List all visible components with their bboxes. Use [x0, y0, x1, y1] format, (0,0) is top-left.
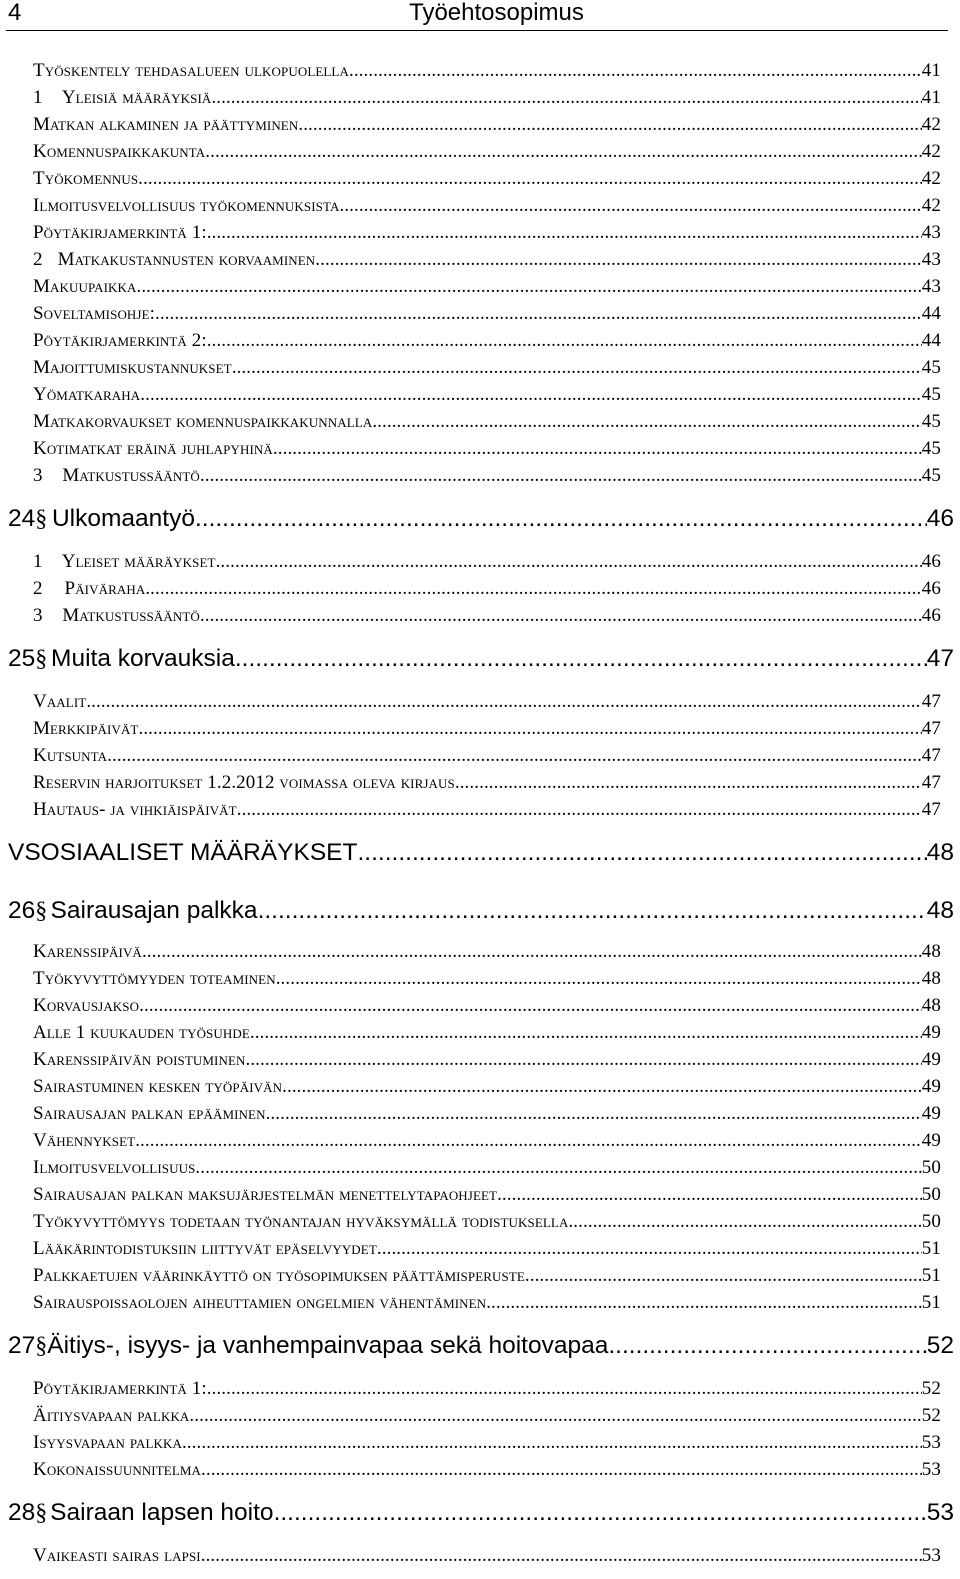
toc-page-number: 50	[921, 1184, 941, 1205]
toc-entry-label: Sairausajan palkan epääminen	[33, 1103, 266, 1124]
toc-subentry[interactable]	[33, 87, 941, 114]
toc-entry-label: Palkkaetujen väärinkäyttö on työsopimuksen päättämisperuste	[33, 1265, 525, 1286]
toc-page-number: 42	[921, 141, 941, 162]
toc-page-number: 49	[921, 1076, 941, 1097]
toc-page-number: 48	[921, 941, 941, 962]
dot-leader	[138, 718, 921, 740]
toc-subentry[interactable]	[33, 195, 941, 222]
toc-entry-label: Kotimatkat eräinä juhlapyhinä	[33, 438, 273, 459]
toc-subentry[interactable]	[33, 772, 941, 799]
toc-page-number: 43	[921, 249, 941, 270]
toc-entry-label: Lääkärintodistuksiin liittyvät epäselvyydet	[33, 1238, 377, 1259]
toc-section-number: 28	[8, 1499, 36, 1526]
toc-subentry[interactable]	[33, 745, 941, 772]
toc-page-number: 48	[926, 839, 954, 866]
toc-subentry[interactable]	[33, 1184, 941, 1211]
toc-subentry[interactable]	[33, 1238, 941, 1265]
dot-leader	[276, 968, 922, 990]
toc-entry-number: 1	[33, 551, 43, 572]
dot-leader	[377, 1238, 922, 1260]
toc-section-heading[interactable]	[8, 505, 954, 539]
toc-page-number: 45	[921, 438, 941, 459]
toc-subentry[interactable]	[33, 691, 941, 718]
dot-leader	[207, 222, 922, 244]
toc-entry-label: Vähennykset	[33, 1130, 136, 1151]
toc-entry-label: Matkakustannusten korvaaminen	[57, 249, 316, 270]
toc-page-number: 43	[921, 222, 941, 243]
toc-page-number: 53	[926, 1499, 954, 1526]
toc-entry-label: Äitiys-, isyys- ja vanhempainvapaa sekä hoitovapaa	[47, 1332, 609, 1359]
toc-page-number: 45	[921, 357, 941, 378]
toc-page-number: 53	[921, 1432, 941, 1453]
toc-entry-label: Kutsunta	[33, 745, 108, 766]
toc-page-number: 49	[921, 1049, 941, 1070]
toc-entry-label: Yömatkaraha	[33, 384, 141, 405]
dot-leader	[568, 1211, 921, 1233]
toc-entry-label: Työskentely tehdasalueen ulkopuolella	[33, 60, 349, 81]
section-sign: §	[35, 898, 48, 924]
toc-page-number: 51	[921, 1238, 941, 1259]
toc-entry-label: Työkyvyttömyyden toteaminen	[33, 968, 276, 989]
toc-subentry[interactable]	[33, 357, 941, 384]
section-sign: §	[35, 506, 48, 532]
toc-entry-number: 3	[33, 605, 43, 626]
dot-leader	[274, 1499, 927, 1527]
toc-entry-label: Yleisiä määräyksiä	[61, 87, 212, 108]
toc-subentry[interactable]	[33, 718, 941, 745]
toc-entry-label: Pöytäkirjamerkintä 1:	[33, 222, 207, 243]
dot-leader	[216, 551, 922, 573]
toc-subentry[interactable]	[33, 330, 941, 357]
dot-leader	[282, 1076, 922, 1098]
toc-subentry[interactable]	[33, 1265, 941, 1292]
dot-leader	[145, 578, 921, 600]
toc-page-number: 52	[926, 1332, 954, 1359]
toc-section-number: 26	[8, 897, 36, 924]
toc-section-heading[interactable]	[8, 1499, 954, 1533]
toc-entry-label: Sairastuminen kesken työpäivän	[33, 1076, 283, 1097]
toc-entry-label: Sairauspoissaolojen aiheuttamien ongelmien vähentäminen	[33, 1292, 487, 1313]
toc-entry-label: Reservin harjoitukset 1.2.2012 voimassa oleva kirjaus	[33, 772, 455, 793]
toc-subentry[interactable]	[33, 578, 941, 605]
toc-entry-label: Matkakorvaukset komennuspaikkakunnalla	[33, 411, 373, 432]
toc-entry-label: Hautaus- ja vihkiäispäivät	[33, 799, 237, 820]
toc-subentry[interactable]	[33, 384, 941, 411]
toc-page-number: 44	[921, 330, 941, 351]
toc-subentry[interactable]	[33, 1545, 941, 1572]
toc-page-number: 51	[921, 1292, 941, 1313]
dot-leader	[189, 1405, 921, 1427]
dot-leader	[138, 168, 922, 190]
dot-leader	[232, 357, 922, 379]
dot-leader	[142, 941, 922, 963]
running-title: Työehtosopimus	[409, 0, 584, 26]
dot-leader	[207, 330, 922, 352]
toc-page-number: 48	[921, 968, 941, 989]
dot-leader	[273, 438, 922, 460]
toc-subentry[interactable]	[33, 276, 941, 303]
toc-entry-number: 1	[33, 87, 43, 108]
dot-leader	[349, 60, 922, 82]
toc-part-number: V	[8, 839, 25, 866]
toc-entry-label: Ulkomaantyö	[51, 505, 195, 532]
toc-subentry[interactable]	[33, 1432, 941, 1459]
section-sign: §	[35, 1500, 48, 1526]
toc-entry-label: Alle 1 kuukauden työsuhde	[33, 1022, 250, 1043]
toc-entry-label: Päiväraha	[64, 578, 146, 599]
toc-section-heading[interactable]	[8, 897, 954, 931]
toc-entry-label: Ilmoitusvelvollisuus	[33, 1157, 196, 1178]
toc-page-number: 42	[921, 168, 941, 189]
page-number: 4	[8, 0, 22, 26]
toc-subentry[interactable]	[33, 1049, 941, 1076]
toc-entry-label: Pöytäkirjamerkintä 1:	[33, 1378, 207, 1399]
toc-entry-label: Työkomennus	[33, 168, 139, 189]
toc-page-number: 47	[926, 645, 954, 672]
toc-page-number: 49	[921, 1022, 941, 1043]
dot-leader	[201, 1459, 922, 1481]
toc-subentry[interactable]	[33, 1378, 941, 1405]
toc-subentry[interactable]	[33, 1459, 941, 1486]
toc-entry-label: Matkustussääntö	[62, 465, 200, 486]
toc-subentry[interactable]	[33, 1022, 941, 1049]
toc-page-number: 47	[921, 745, 941, 766]
toc-subentry[interactable]	[33, 1292, 941, 1319]
dot-leader	[200, 605, 922, 627]
toc-subentry[interactable]	[33, 411, 941, 438]
toc-entry-label: Kokonaissuunnitelma	[33, 1459, 202, 1480]
dot-leader	[525, 1265, 922, 1287]
toc-subentry[interactable]	[33, 799, 941, 826]
toc-entry-label: Karenssipäivä	[33, 941, 142, 962]
dot-leader	[182, 1432, 922, 1454]
toc-subentry[interactable]	[33, 551, 941, 578]
toc-entry-label: Matkustussääntö	[62, 605, 200, 626]
toc-section-heading[interactable]	[8, 1332, 954, 1366]
dot-leader	[250, 1022, 922, 1044]
toc-page-number: 50	[921, 1211, 941, 1232]
toc-entry-label: Matkan alkaminen ja päättyminen	[33, 114, 299, 135]
toc-page-number: 48	[921, 995, 941, 1016]
toc-entry-label: Sairausajan palkan maksujärjestelmän menettelytapaohjeet	[33, 1184, 498, 1205]
toc-page-number: 49	[921, 1103, 941, 1124]
toc-subentry[interactable]	[33, 141, 941, 168]
section-sign: §	[35, 646, 48, 672]
toc-entry-label: Sairaan lapsen hoito	[50, 1499, 274, 1526]
toc-entry-label: Sairausajan palkka	[50, 897, 258, 924]
dot-leader	[155, 303, 922, 325]
section-sign: §	[35, 1333, 48, 1359]
toc-page-number: 46	[921, 605, 941, 626]
toc-subentry[interactable]	[33, 968, 941, 995]
toc-page-number: 53	[921, 1545, 941, 1566]
toc-page-number: 47	[921, 772, 941, 793]
toc-subentry[interactable]	[33, 222, 941, 249]
toc-page-number: 46	[926, 505, 954, 532]
toc-page-number: 50	[921, 1157, 941, 1178]
toc-entry-label: Ilmoitusvelvollisuus työkomennuksista	[33, 195, 340, 216]
dot-leader	[200, 465, 922, 487]
toc-page-number: 45	[921, 384, 941, 405]
toc-entry-label: Isyysvapaan palkka	[33, 1432, 182, 1453]
toc-page-number: 48	[926, 897, 954, 924]
toc-section-number: 27	[8, 1332, 36, 1359]
toc-section-number: 24	[8, 505, 36, 532]
toc-page-number: 43	[921, 276, 941, 297]
dot-leader	[136, 276, 921, 298]
dot-leader	[140, 384, 922, 406]
toc-entry-label: Soveltamisohje:	[33, 303, 155, 324]
toc-subentry[interactable]	[33, 1076, 941, 1103]
toc-entry-label: Äitiysvapaan palkka	[33, 1405, 190, 1426]
toc-entry-number: 2	[33, 578, 43, 599]
toc-entry-number: 2	[33, 249, 43, 270]
toc-page-number: 47	[921, 799, 941, 820]
toc-entry-label: Pöytäkirjamerkintä 2:	[33, 330, 207, 351]
toc-part-heading[interactable]	[8, 839, 954, 873]
toc-subentry[interactable]	[33, 995, 941, 1022]
toc-subentry[interactable]	[33, 114, 941, 141]
toc-section-heading[interactable]	[8, 645, 954, 679]
toc-entry-label: Makuupaikka	[33, 276, 137, 297]
dot-leader	[205, 141, 922, 163]
toc-entry-label: Korvausjakso	[33, 995, 140, 1016]
toc-page-number: 46	[921, 551, 941, 572]
toc-entry-label: Majoittumiskustannukset	[33, 357, 232, 378]
toc-page-number: 46	[921, 578, 941, 599]
toc-entry-label: Työkyvyttömyys todetaan työnantajan hyväksymällä todistuksella	[33, 1211, 569, 1232]
toc-entry-label: Yleiset määräykset	[61, 551, 216, 572]
toc-subentry[interactable]	[33, 605, 941, 632]
toc-subentry[interactable]	[33, 438, 941, 465]
toc-entry-number: 3	[33, 465, 43, 486]
dot-leader	[455, 772, 922, 794]
dot-leader	[266, 1103, 922, 1125]
toc-entry-label: Vaikeasti sairas lapsi	[33, 1545, 201, 1566]
dot-leader	[608, 1332, 926, 1360]
dot-leader	[486, 1292, 922, 1314]
dot-leader	[107, 745, 922, 767]
toc-subentry[interactable]	[33, 303, 941, 330]
toc-page-number: 49	[921, 1130, 941, 1151]
toc-entry-label: Karenssipäivän poistuminen	[33, 1049, 246, 1070]
toc-subentry[interactable]	[33, 60, 941, 87]
toc-page-number: 42	[921, 114, 941, 135]
toc-page-number: 52	[921, 1405, 941, 1426]
toc-subentry[interactable]	[33, 249, 941, 276]
dot-leader	[315, 249, 922, 271]
toc-subentry[interactable]	[33, 465, 941, 492]
toc-subentry[interactable]	[33, 1157, 941, 1184]
toc-entry-label: Merkkipäivät	[33, 718, 139, 739]
dot-leader	[201, 1545, 922, 1567]
dot-leader	[235, 645, 927, 673]
toc-entry-label: Muita korvauksia	[51, 645, 235, 672]
toc-page-number: 53	[921, 1459, 941, 1480]
toc-subentry[interactable]	[33, 1103, 941, 1130]
dot-leader	[339, 195, 921, 217]
dot-leader	[258, 897, 927, 925]
dot-leader	[497, 1184, 922, 1206]
toc-page-number: 47	[921, 691, 941, 712]
dot-leader	[195, 1157, 921, 1179]
toc-page-number: 41	[921, 87, 941, 108]
dot-leader	[139, 995, 922, 1017]
dot-leader	[86, 691, 921, 713]
toc-page-number: 44	[921, 303, 941, 324]
toc-entry-label: SOSIAALISET MÄÄRÄYKSET	[24, 839, 358, 866]
dot-leader	[195, 505, 927, 533]
dot-leader	[372, 411, 921, 433]
dot-leader	[135, 1130, 922, 1152]
toc-page-number: 51	[921, 1265, 941, 1286]
toc-entry-label: Vaalit	[33, 691, 87, 712]
dot-leader	[237, 799, 922, 821]
toc-subentry[interactable]	[33, 1130, 941, 1157]
toc-section-number: 25	[8, 645, 36, 672]
toc-page-number: 52	[921, 1378, 941, 1399]
toc-page-number: 45	[921, 411, 941, 432]
toc-page-number: 41	[921, 60, 941, 81]
toc-subentry[interactable]	[33, 1405, 941, 1432]
toc-entry-label: Komennuspaikkakunta	[33, 141, 206, 162]
dot-leader	[298, 114, 921, 136]
toc-page-number: 47	[921, 718, 941, 739]
toc-page-number: 45	[921, 465, 941, 486]
dot-leader	[211, 87, 921, 109]
toc-subentry[interactable]	[33, 1211, 941, 1238]
dot-leader	[207, 1378, 922, 1400]
toc-subentry[interactable]	[33, 941, 941, 968]
toc-page-number: 42	[921, 195, 941, 216]
dot-leader	[245, 1049, 921, 1071]
dot-leader	[357, 839, 926, 867]
toc-subentry[interactable]	[33, 168, 941, 195]
